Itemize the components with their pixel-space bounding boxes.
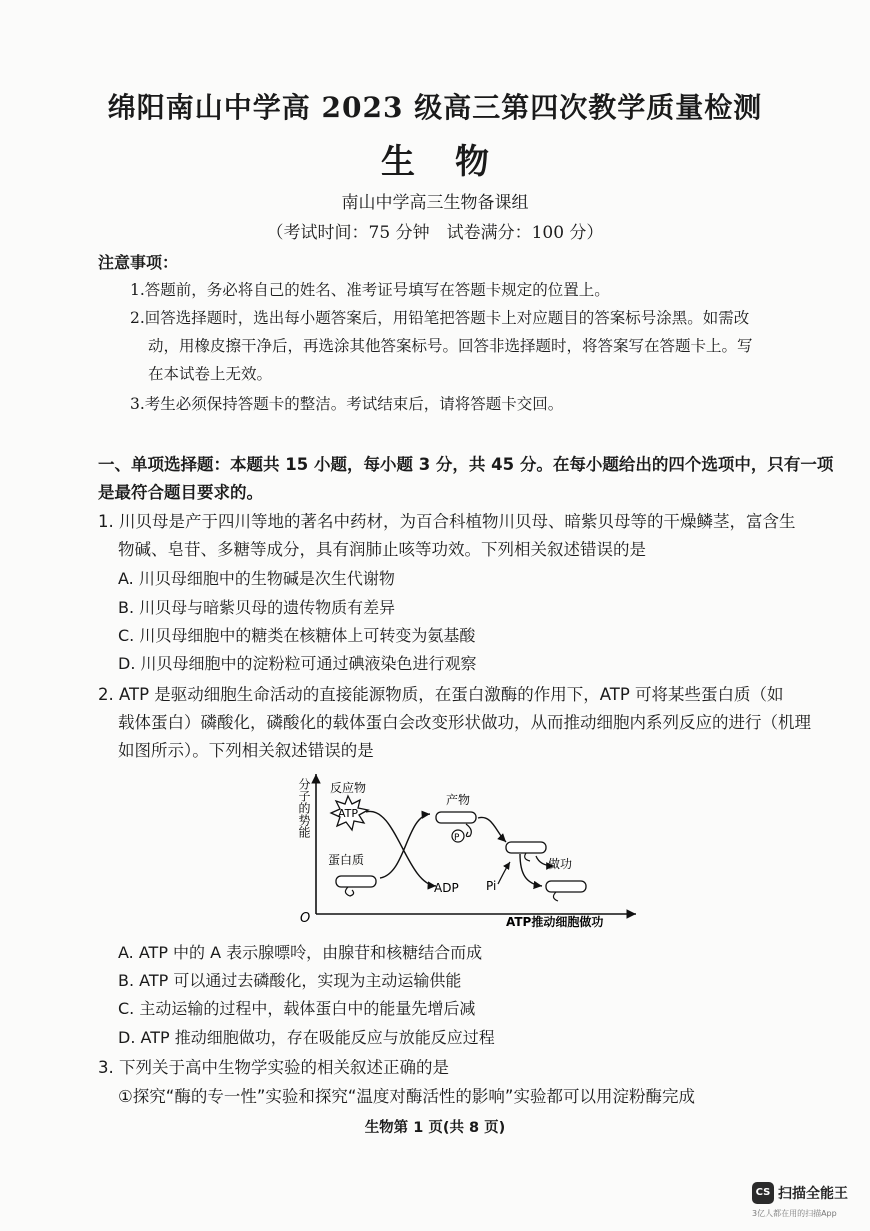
- phosphorylated-protein-icon: [436, 812, 476, 823]
- notice-line: 3.考生必须保持答题卡的整洁。考试结束后，请将答题卡交回。: [130, 395, 564, 413]
- atp-mechanism-figure: [296, 764, 646, 934]
- x-axis-label: ATP推动细胞做功: [506, 915, 604, 929]
- author-group: 南山中学高三生物备课组: [341, 193, 529, 213]
- working-protein-icon: [506, 842, 546, 853]
- notice-line: 2.回答选择题时，选出每小题答案后，用铅笔把答题卡上对应题目的答案标号涂黑。如需改: [130, 309, 750, 327]
- flow-arrow: [478, 817, 506, 842]
- flow-arrow: [366, 811, 436, 886]
- exam-time-info: （考试时间：75 分钟 试卷满分：100 分）: [266, 223, 604, 243]
- protein-tail-icon: [345, 887, 353, 896]
- exam-title: 绵阳南山中学高 2023 级高三第四次教学质量检测: [107, 91, 763, 124]
- product-label: 产物: [446, 793, 471, 807]
- question-3-item: ①探究“酶的专一性”实验和探究“温度对酶活性的影响”实验都可以用淀粉酶完成: [118, 1087, 695, 1106]
- scanner-watermark: [752, 1178, 862, 1224]
- work-label: 做功: [548, 857, 573, 871]
- origin-label: O: [300, 911, 311, 926]
- protein-tail-icon: [525, 853, 530, 861]
- question-2-option-a: A. ATP 中的 A 表示腺嘌呤，由腺苷和核糖结合而成: [118, 943, 483, 962]
- question-1-option-b: B. 川贝母与暗紫贝母的遗传物质有差异: [118, 598, 396, 617]
- question-2-stem: 2. ATP 是驱动细胞生命活动的直接能源物质，在蛋白激酶的作用下，ATP 可将某些蛋白质（如: [98, 685, 784, 704]
- reactant-label: 反应物: [330, 781, 367, 795]
- notice-line: 1.答题前，务必将自己的姓名、准考证号填写在答题卡规定的位置上。: [130, 281, 610, 299]
- question-2-stem: 载体蛋白）磷酸化，磷酸化的载体蛋白会改变形状做功，从而推动细胞内系列反应的进行（机理: [118, 713, 811, 732]
- pi-label: Pi: [486, 879, 497, 893]
- protein-tail-icon: [553, 892, 558, 901]
- question-2-option-c: C. 主动运输的过程中，载体蛋白中的能量先增后减: [118, 999, 476, 1018]
- subject-title: 生物: [381, 142, 529, 182]
- question-1-option-a: A. 川贝母细胞中的生物碱是次生代谢物: [118, 569, 395, 588]
- section-heading: 是最符合题目要求的。: [98, 483, 263, 502]
- section-heading: 一、单项选择题：本题共 15 小题，每小题 3 分，共 45 分。在每小题给出的四个选项中，只有一项: [98, 455, 834, 474]
- protein-tail-icon: [466, 824, 471, 837]
- question-2-option-d: D. ATP 推动细胞做功，存在吸能反应与放能反应过程: [118, 1028, 495, 1047]
- page-footer: 生物第 1 页(共 8 页): [364, 1120, 506, 1136]
- notice-line: 在本试卷上无效。: [148, 365, 273, 383]
- adp-label: ADP: [434, 881, 459, 895]
- question-2-option-b: B. ATP 可以通过去磷酸化，实现为主动运输供能: [118, 971, 462, 990]
- protein-label: 蛋白质: [328, 853, 365, 867]
- watermark-subtitle: 3亿人都在用的扫描App: [752, 1209, 837, 1218]
- question-3-stem: 3. 下列关于高中生物学实验的相关叙述正确的是: [98, 1058, 449, 1077]
- restored-protein-icon: [546, 881, 586, 892]
- notice-heading: 注意事项：: [98, 253, 179, 272]
- phosphate-label: P: [454, 833, 460, 843]
- question-1-option-c: C. 川贝母细胞中的糖类在核糖体上可转变为氨基酸: [118, 626, 476, 645]
- flow-arrow: [520, 854, 542, 886]
- atp-label: ATP: [338, 807, 359, 820]
- carrier-protein-icon: [336, 876, 376, 887]
- pi-arrow: [498, 862, 510, 884]
- camscanner-logo-icon: CS: [752, 1182, 774, 1204]
- y-axis-label: 分子的势能: [297, 778, 311, 838]
- question-2-stem: 如图所示）。下列相关叙述错误的是: [118, 741, 374, 760]
- question-1-stem: 物碱、皂苷、多糖等成分，具有润肺止咳等功效。下列相关叙述错误的是: [118, 540, 646, 559]
- notice-line: 动，用橡皮擦干净后，再选涂其他答案标号。回答非选择题时，将答案写在答题卡上。写: [148, 337, 753, 355]
- watermark-name: 扫描全能王: [778, 1186, 848, 1202]
- question-1-option-d: D. 川贝母细胞中的淀粉粒可通过碘液染色进行观察: [118, 654, 477, 673]
- question-1-stem: 1. 川贝母是产于四川等地的著名中药材，为百合科植物川贝母、暗紫贝母等的干燥鳞茎，富含生: [98, 512, 796, 531]
